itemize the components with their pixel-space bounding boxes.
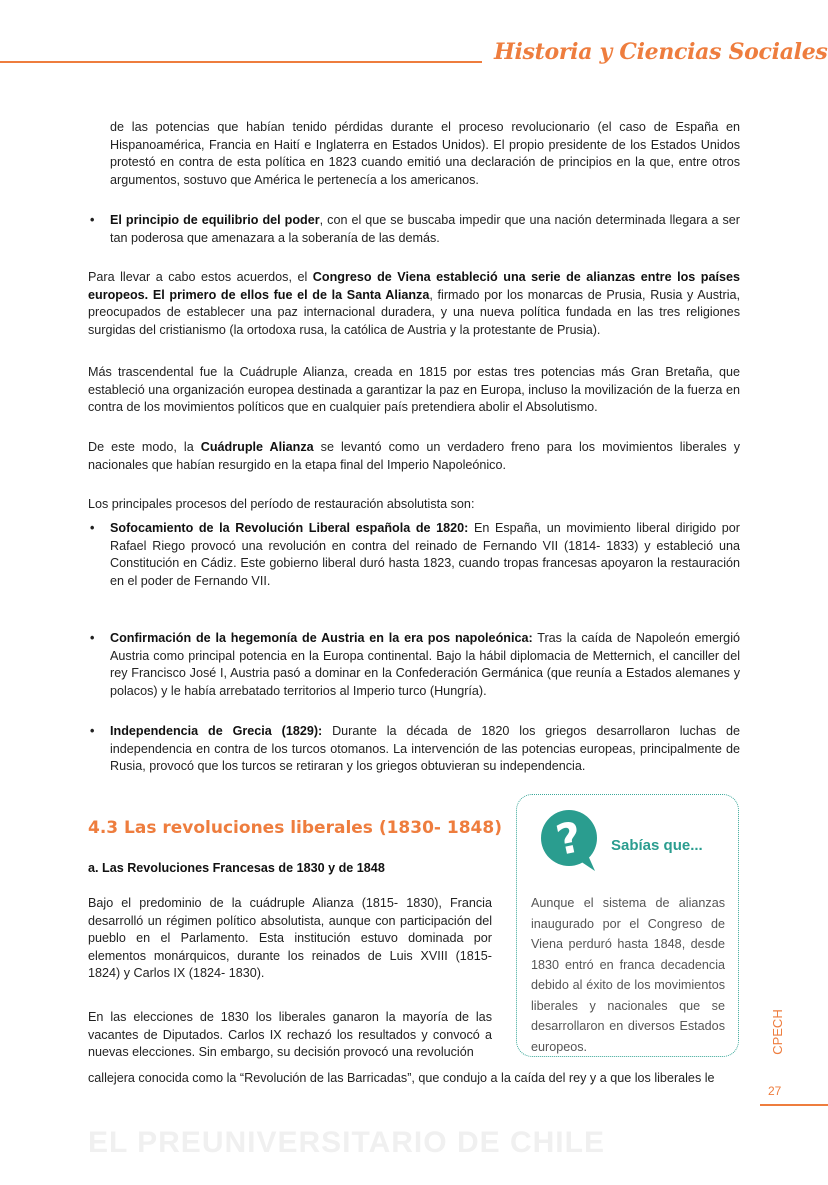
bullet-item: [110, 212, 740, 247]
header-rule: [0, 61, 482, 63]
question-bubble-icon: [537, 809, 603, 871]
bullet-marker: •: [90, 213, 95, 227]
bold-text: Congreso de Viena estableció una serie de alianzas entre los países europeos. El primero de ellos fue el de la Santa Alianza: [88, 270, 740, 302]
sabias-que-box: [516, 794, 739, 1057]
text: se levantó como un verdadero freno para los movimientos liberales y nacionales que habían resurgido en la etapa final del Imperio Napoleónico.: [88, 440, 740, 472]
bullet-text: En España, un movimiento liberal dirigido por Rafael Riego provocó una revolución en contra del reinado de Fernando VII (1814- 1833) y estableció una Constitución en Cádiz. Este gobierno liberal duró hasta 1823, cuando tropas francesas apoyaron la restauración en el poder de Fernando VII.: [110, 521, 740, 588]
paragraph: de las potencias que habían tenido pérdidas durante el proceso revolucionario (el caso de España en Hispanoamérica, Francia en Haití e Inglaterra en Estados Unidos). El propio presidente de los Estados Unidos protestó en contra de esta política en 1823 cuando emitió una declaración de principios en la que, entre otros argumentos, sostuvo que América le pertenecía a los americanos.: [110, 120, 740, 187]
bullet-bold: Independencia de Grecia (1829):: [110, 724, 323, 738]
watermark: EL PREUNIVERSITARIO DE CHILE: [88, 1126, 605, 1159]
bullet-text: Durante la década de 1820 los griegos desarrollaron luchas de independencia en contra de los turcos otomanos. La intervención de las potencias europeas, principalmente de Rusia, provocó que los turcos se retiraran y los griegos obtuvieran su independencia.: [110, 724, 740, 774]
paragraph: [88, 269, 740, 339]
section-heading: 4.3 Las revoluciones liberales (1830- 1848): [88, 818, 502, 838]
paragraph: Más trascendental fue la Cuádruple Alianza, creada en 1815 por estas tres potencias más Gran Bretaña, que estableció una organización europea destinada a garantizar la paz en Europa, incluso la movilización de la fuerza en contra de los movimientos políticos que en cualquier país pretendiera abolir el Absolutismo.: [88, 365, 740, 415]
paragraph-continuation: callejera conocida como la “Revolución de las Barricadas”, que condujo a la caída del rey y a que los liberales le: [88, 1071, 715, 1085]
bullet-item: [110, 520, 740, 590]
bullet-bold: Confirmación de la hegemonía de Austria en la era pos napoleónica:: [110, 631, 533, 645]
paragraph: Los principales procesos del período de restauración absolutista son:: [88, 497, 475, 511]
bullet-text: Tras la caída de Napoleón emergió Austria como principal potencia en la Europa continental. Bajo la hábil diplomacia de Metternich, el canciller del rey Francisco José I, Austria pasó a dominar en la Confederación Germánica (que reunía a Estados alemanes y polacos) y le había arrebatado territorios al Imperio turco (Hungría).: [110, 631, 740, 698]
paragraph: En las elecciones de 1830 los liberales ganaron la mayoría de las vacantes de Diputados. Carlos IX rechazó los resultados y convocó a nuevas elecciones. Sin embargo, su decisión provocó una revolución: [88, 1010, 492, 1060]
text: Para llevar a cabo estos acuerdos, el: [88, 270, 313, 284]
bullet-item: [110, 630, 740, 700]
paragraph: Bajo el predominio de la cuádruple Alianza (1815- 1830), Francia desarrolló un régimen político absolutista, aunque con participación del pueblo en el Parlamento. Esta institución estuvo dominada por elementos monárquicos, durante los reinados de Luis XVIII (1815- 1824) y Carlos IX (1824- 1830).: [88, 896, 492, 981]
footer-brand: CPECH: [770, 1009, 786, 1055]
bullet-bold: Sofocamiento de la Revolución Liberal española de 1820:: [110, 521, 469, 535]
svg-text:?: ?: [551, 812, 586, 866]
bullet-text: , con el que se buscaba impedir que una nación determinada llegara a ser tan poderosa que amenazara a la soberanía de las demás.: [110, 213, 740, 245]
paragraph: [88, 439, 740, 474]
sidebox-text: Aunque el sistema de alianzas inaugurado por el Congreso de Viena perduró hasta 1848, desde 1830 entró en franca decadencia debido al éxito de los movimientos liberales y nacionales que se desarrollaron en diversos Estados europeos.: [531, 896, 725, 1054]
text: De este modo, la: [88, 440, 201, 454]
footer-rule: [760, 1104, 828, 1106]
bold-text: Cuádruple Alianza: [200, 440, 314, 454]
bullet-marker: •: [90, 521, 95, 535]
bullet-item: [110, 723, 740, 776]
page-header-title: Historia y Ciencias Sociales: [494, 39, 828, 65]
bullet-marker: •: [90, 724, 95, 738]
text: , firmado por los monarcas de Prusia, Rusia y Austria, preocupados de establecer una paz internacional duradera, y una nueva política fundada en las tres religiones surgidas del cristianismo (la ortodoxa rusa, la católica de Austria y la protestante de Prusia).: [88, 287, 740, 337]
page-number: 27: [768, 1084, 782, 1098]
subsection-heading: a. Las Revoluciones Francesas de 1830 y de 1848: [88, 861, 385, 875]
bullet-marker: •: [90, 631, 95, 645]
sidebox-title: Sabías que...: [611, 837, 703, 854]
bullet-bold: El principio de equilibrio del poder: [110, 213, 320, 227]
